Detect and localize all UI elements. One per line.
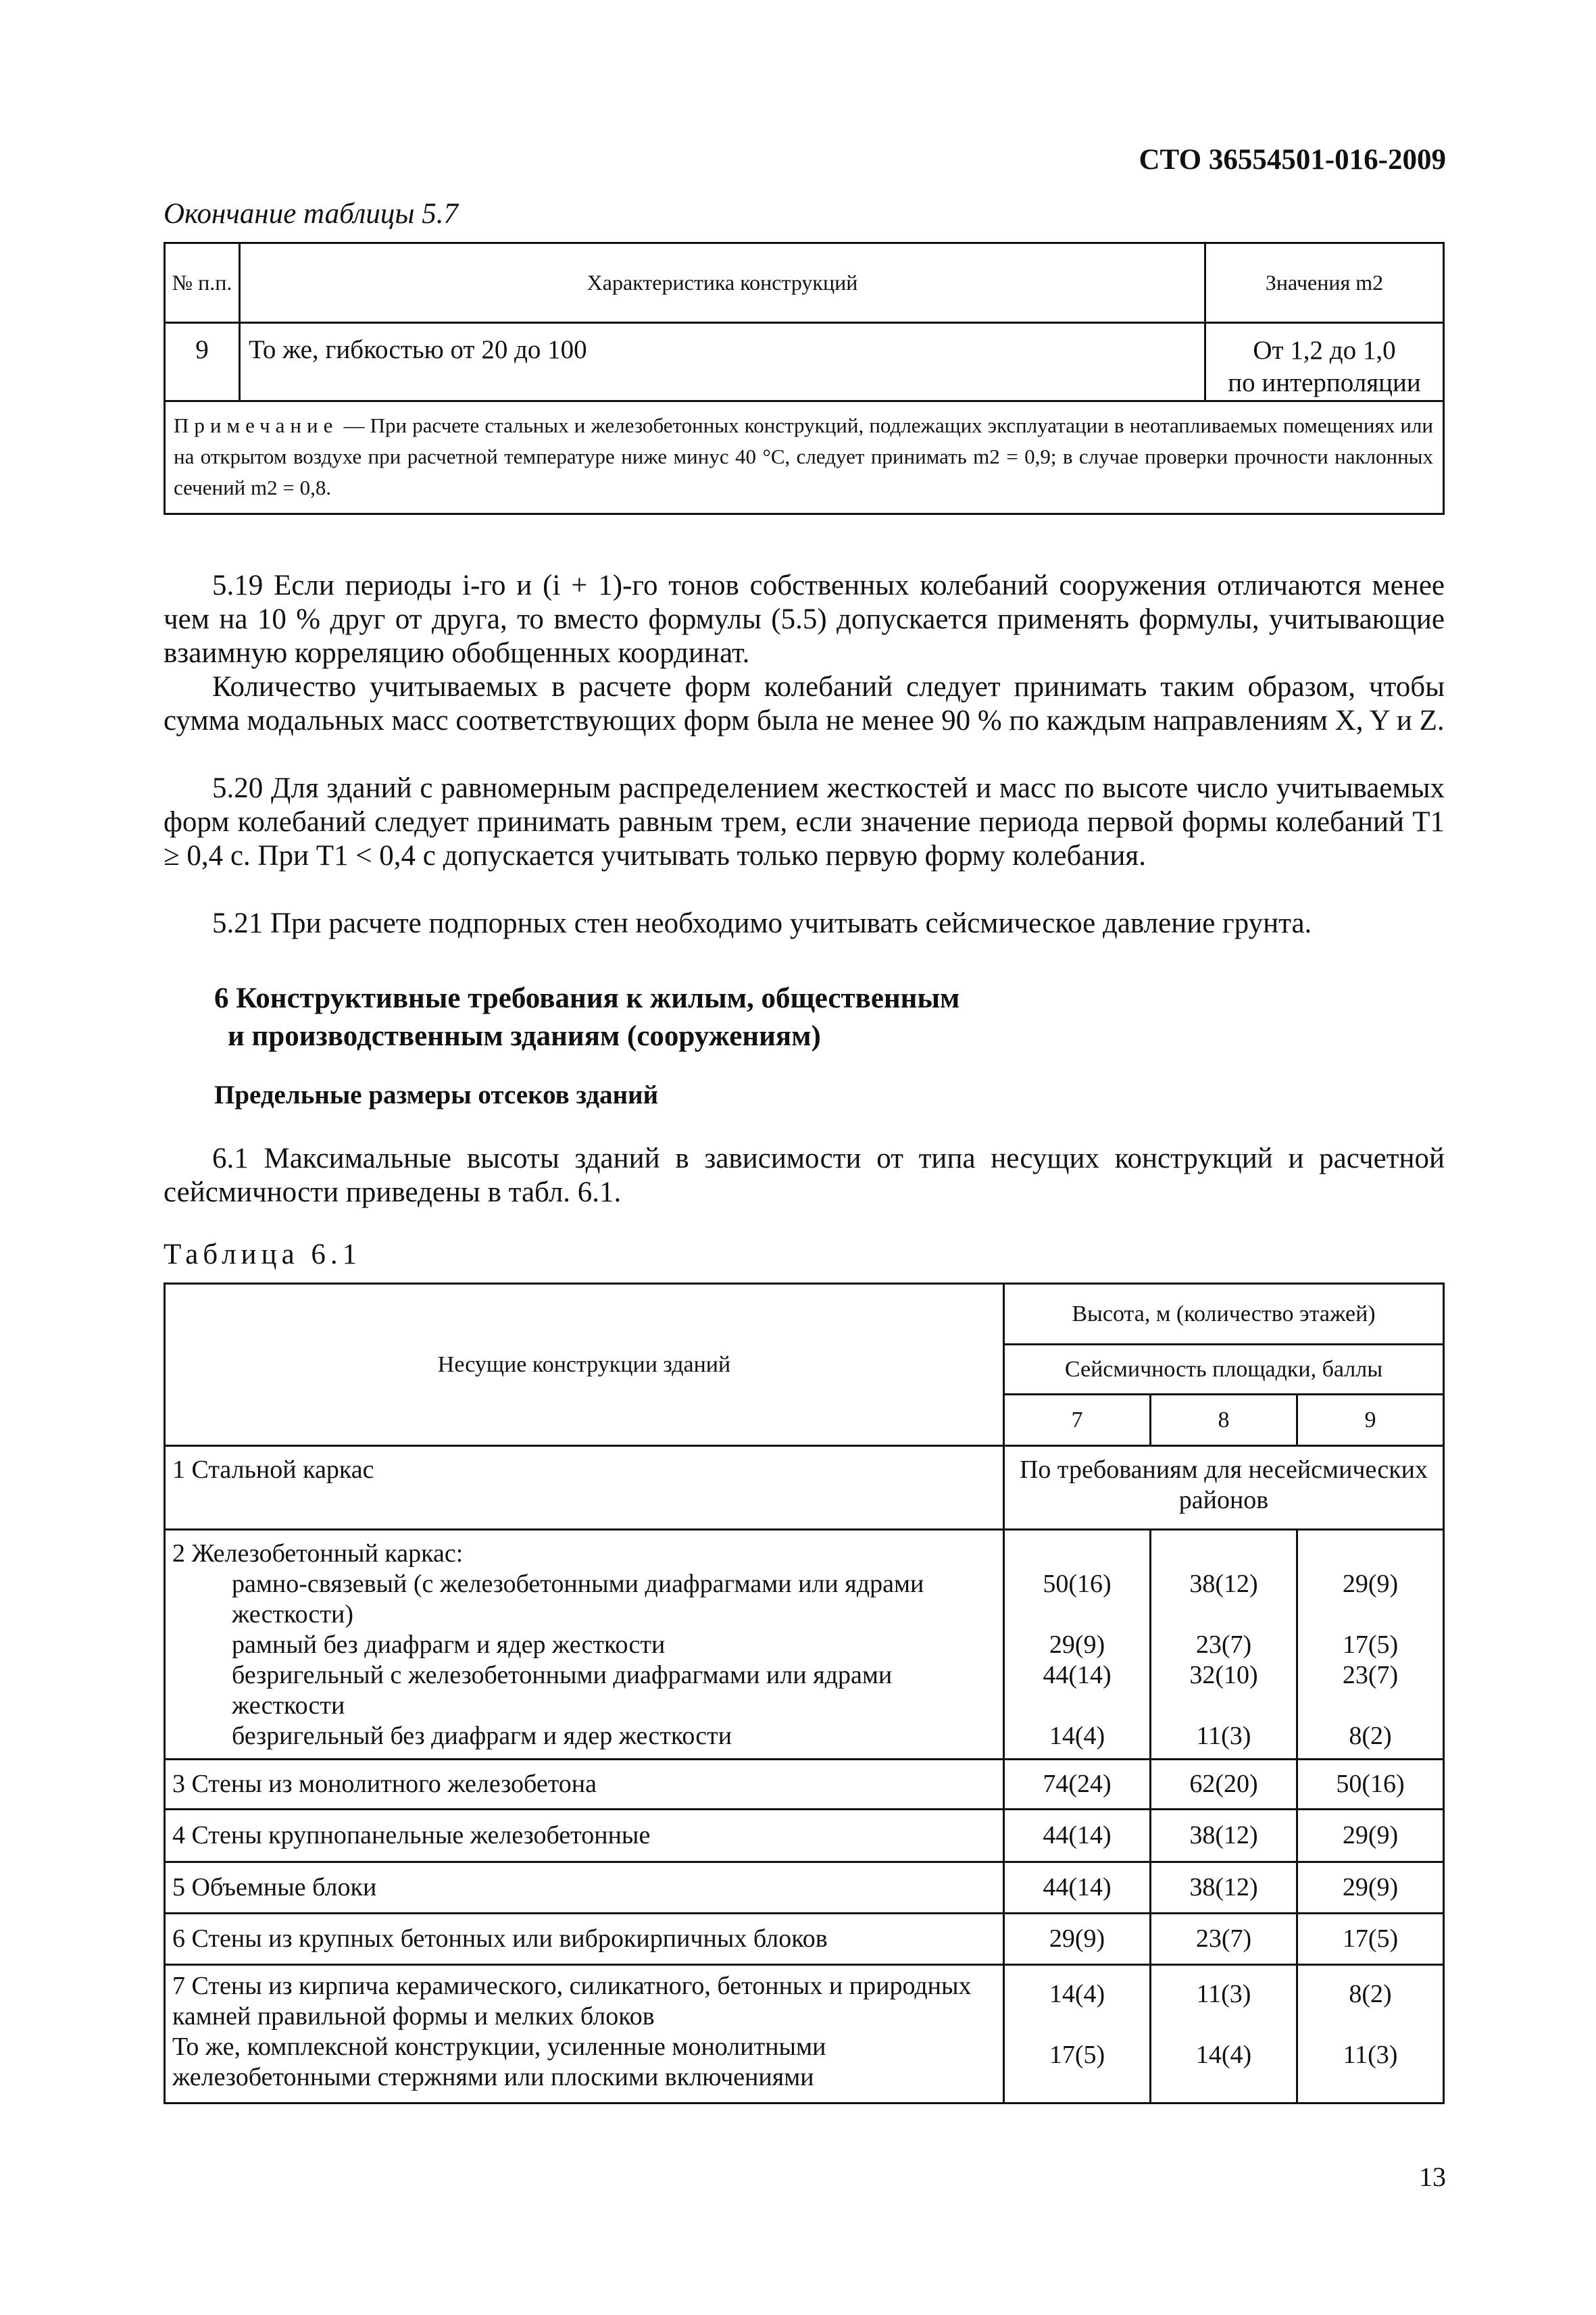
document-code: СТО 36554501-016-2009 <box>1139 144 1446 176</box>
table-continuation-caption: Окончание таблицы 5.7 <box>164 198 459 230</box>
row-2-sub-2-v9: 17(5) <box>1342 1631 1399 1659</box>
row-2-label <box>165 1530 1004 1760</box>
row-2-sub-1-v7: 50(16) <box>1043 1570 1112 1598</box>
row-2-sub-1-v8: 38(12) <box>1189 1570 1258 1598</box>
table-note <box>165 401 1444 514</box>
row-3-v7: 74(24) <box>1004 1760 1151 1810</box>
row-2-sub-3-v7: 44(14) <box>1043 1661 1112 1689</box>
row-6-v7: 29(9) <box>1004 1914 1151 1965</box>
row-2-sub-2-v8: 23(7) <box>1195 1631 1252 1659</box>
row-5-label: 5 Объемные блоки <box>165 1862 1004 1914</box>
row-2-sub-1: рамно-связевый (с железобетонными диафрагмами или ядрами жесткости) <box>232 1570 924 1628</box>
row-7-text: 7 Стены из кирпича керамического, силикатного, бетонных и природных камней правильной формы и мелких блоков <box>172 1972 972 2031</box>
row-1-label: 1 Стальной каркас <box>165 1446 1004 1530</box>
table-5-7 <box>164 242 1445 515</box>
col-header-7: 7 <box>1004 1395 1151 1446</box>
col-header-number: № п.п. <box>165 243 240 323</box>
paragraph-5-20: 5.20 Для зданий с равномерным распределением жесткостей и масс по высоте число учитываемых форм колебаний следует принимать равным трем, если значение периода первой формы колебаний T1 ≥ 0,4 с. При T1 < 0,4 с допускается учитывать только первую форму колебания. <box>164 772 1445 872</box>
table-row <box>165 1760 1444 1810</box>
subsection-heading: Предельные размеры отсеков зданий <box>214 1080 659 1110</box>
row-7-v7: 14(4) <box>1049 1980 1105 2008</box>
row-2-col-9 <box>1297 1530 1444 1760</box>
row-4-label: 4 Стены крупнопанельные железобетонные <box>165 1810 1004 1862</box>
row-2-col-8 <box>1151 1530 1297 1760</box>
row-3-v8: 62(20) <box>1151 1760 1297 1810</box>
note-label: Примечание <box>174 414 339 437</box>
page-number: 13 <box>1419 2162 1446 2192</box>
row-7-col-7 <box>1004 1965 1151 2104</box>
table-6-1-caption: Таблица 6.1 <box>164 1239 362 1270</box>
paragraph-6-1: 6.1 Максимальные высоты зданий в зависимости от типа несущих конструкций и расчетной сейсмичности приведены в табл. 6.1. <box>164 1143 1445 1208</box>
paragraph-5-19: 5.19 Если периоды i-го и (i + 1)-го тонов собственных колебаний сооружения отличаются менее чем на 10 % друг от друга, то вместо формулы (5.5) допускается применять формулы, учитывающие взаимную корреляцию обобщенных координат. <box>164 570 1445 669</box>
row-7-label <box>165 1965 1004 2104</box>
row-value <box>1205 323 1444 401</box>
note-text: — При расчете стальных и железобетонных конструкций, подлежащих эксплуатации в неотапливаемых помещениях или на открытом воздухе при расчетной температуре ниже минус 40 °С, следует принимать m2 = 0,9; в случае проверки прочности наклонных сечений m2 = 0,8. <box>174 414 1433 499</box>
row-3-v9: 50(16) <box>1297 1760 1444 1810</box>
row-2-sub-3-v9: 23(7) <box>1342 1661 1399 1689</box>
row-2-sub-4-v8: 11(3) <box>1196 1722 1251 1750</box>
table-6-1 <box>164 1283 1445 2104</box>
section-6-heading <box>214 980 959 1055</box>
row-6-v8: 23(7) <box>1151 1914 1297 1965</box>
table-row <box>165 1530 1444 1760</box>
table-row <box>165 1965 1444 2104</box>
table-row <box>165 1862 1444 1914</box>
col-header-characteristic: Характеристика конструкций <box>240 243 1205 323</box>
row-2-col-7 <box>1004 1530 1151 1760</box>
row-7-col-8 <box>1151 1965 1297 2104</box>
row-2-sub-4: безригельный без диафрагм и ядер жесткости <box>232 1722 732 1750</box>
row-7-col-9 <box>1297 1965 1444 2104</box>
row-6-v9: 17(5) <box>1297 1914 1444 1965</box>
row-2-sub-3-v8: 32(10) <box>1189 1661 1258 1689</box>
row-2-sub-2: рамный без диафрагм и ядер жесткости <box>232 1631 666 1659</box>
paragraph-5-21: 5.21 При расчете подпорных стен необходимо учитывать сейсмическое давление грунта. <box>212 907 1312 939</box>
row-5-v7: 44(14) <box>1004 1862 1151 1914</box>
col-header-seismicity: Сейсмичность площадки, баллы <box>1004 1345 1444 1395</box>
table-row <box>165 1914 1444 1965</box>
row-7b-v9: 11(3) <box>1343 2041 1398 2069</box>
col-header-height: Высота, м (количество этажей) <box>1004 1284 1444 1345</box>
row-7-v8: 11(3) <box>1196 1980 1251 2008</box>
row-2-title: 2 Железобетонный каркас: <box>172 1539 464 1568</box>
row-value-line1: От 1,2 до 1,0 <box>1253 336 1396 365</box>
row-characteristic: То же, гибкостью от 20 до 100 <box>240 323 1205 401</box>
row-2-sub-4-v7: 14(4) <box>1049 1722 1105 1750</box>
row-7b-v8: 14(4) <box>1195 2041 1252 2069</box>
row-4-v8: 38(12) <box>1151 1810 1297 1862</box>
col-header-8: 8 <box>1151 1395 1297 1446</box>
section-6-title-line2: и производственным зданиям (сооружениям) <box>228 1020 821 1052</box>
row-2-sub-3: безригельный с железобетонными диафрагмами или ядрами жесткости <box>232 1661 893 1720</box>
row-7b-text: То же, комплексной конструкции, усиленные монолитными железобетонными стержнями или плоскими включениями <box>172 2033 826 2091</box>
section-6-title-line1: 6 Конструктивные требования к жилым, общественным <box>214 982 960 1014</box>
row-4-v9: 29(9) <box>1297 1810 1444 1862</box>
row-4-v7: 44(14) <box>1004 1810 1151 1862</box>
row-7-v9: 8(2) <box>1349 1980 1392 2008</box>
row-6-label: 6 Стены из крупных бетонных или виброкирпичных блоков <box>165 1914 1004 1965</box>
row-5-v9: 29(9) <box>1297 1862 1444 1914</box>
table-row <box>165 1446 1444 1530</box>
row-1-value: По требованиям для несейсмических районов <box>1004 1446 1444 1530</box>
col-header-structure: Несущие конструкции зданий <box>165 1284 1004 1446</box>
row-value-line2: по интерполяции <box>1228 368 1421 397</box>
row-7b-v7: 17(5) <box>1049 2041 1105 2069</box>
row-3-label: 3 Стены из монолитного железобетона <box>165 1760 1004 1810</box>
col-header-value: Значения m2 <box>1205 243 1444 323</box>
row-2-sub-2-v7: 29(9) <box>1049 1631 1105 1659</box>
table-row <box>165 1810 1444 1862</box>
row-2-sub-4-v9: 8(2) <box>1349 1722 1392 1750</box>
row-5-v8: 38(12) <box>1151 1862 1297 1914</box>
row-number: 9 <box>165 323 240 401</box>
paragraph-5-19-cont: Количество учитываемых в расчете форм колебаний следует принимать таким образом, чтобы сумма модальных масс соответствующих форм была не менее 90 % по каждым направлениям X, Y и Z. <box>164 671 1445 737</box>
row-2-sub-1-v9: 29(9) <box>1342 1570 1399 1598</box>
col-header-9: 9 <box>1297 1395 1444 1446</box>
